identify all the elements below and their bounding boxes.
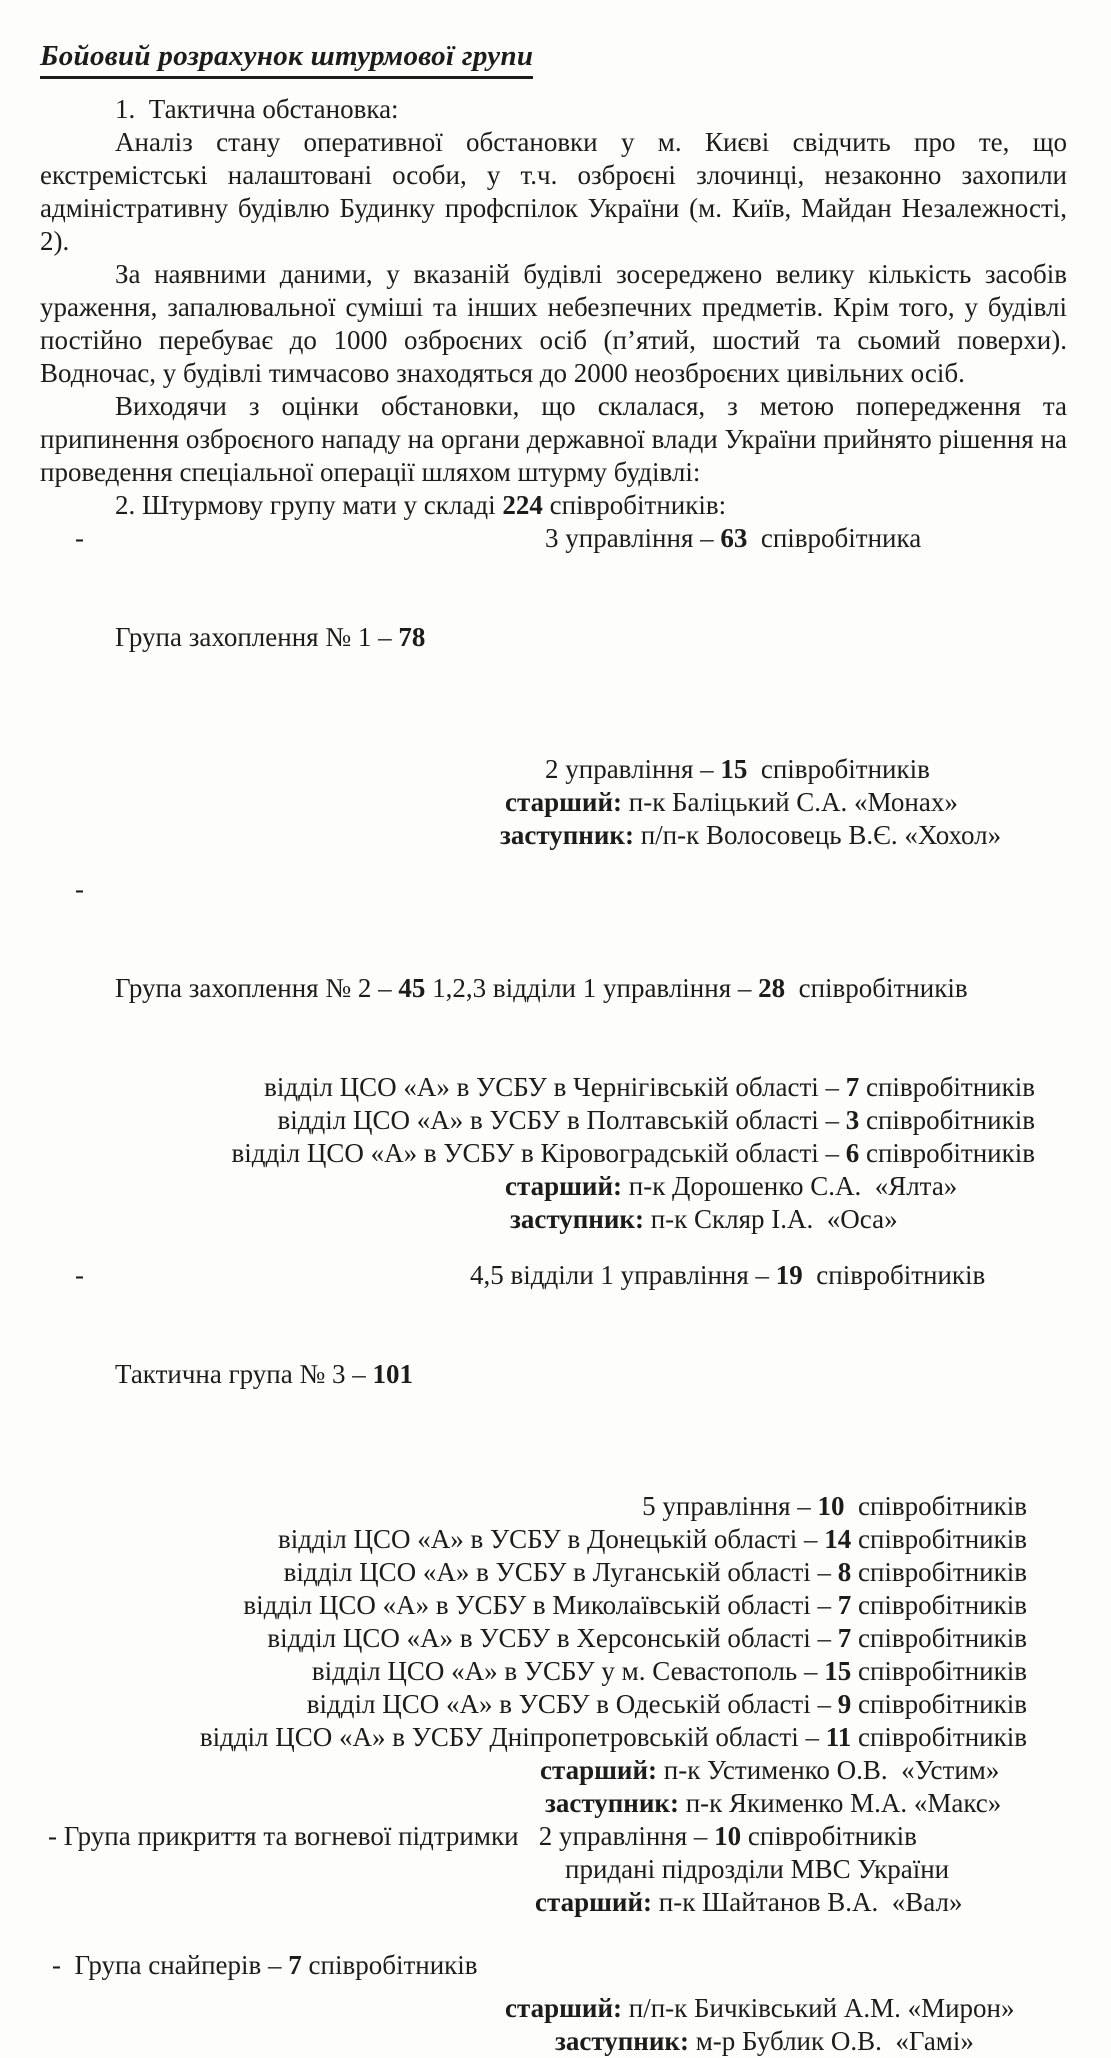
group-count: 7 — [288, 1950, 302, 1980]
group-snipers — [40, 1949, 1067, 2058]
group-line — [40, 1949, 1067, 1982]
unit-suffix: співробітників — [859, 1138, 1035, 1168]
group-detail — [40, 1655, 1067, 1688]
unit-count: 19 — [775, 1260, 803, 1290]
unit-count: 6 — [845, 1138, 860, 1168]
senior-label: старший: — [535, 1887, 652, 1917]
deputy-line — [40, 2025, 1067, 2058]
deputy-label: заступник: — [500, 820, 634, 850]
group-detail — [545, 522, 921, 555]
group-count: 45 — [398, 973, 426, 1003]
group-detail — [40, 1589, 1067, 1622]
unit-suffix: співробітників — [851, 1722, 1027, 1752]
unit-suffix: співробітників — [851, 1524, 1027, 1554]
list-dash: - — [75, 523, 84, 553]
senior-label: старший: — [505, 1171, 622, 1201]
deputy-name: п-к Скляр І.А. «Оса» — [643, 1204, 898, 1234]
group-name — [40, 972, 1067, 1005]
attached-units-line: придані підрозділи МВС України — [565, 1854, 950, 1884]
unit-text: відділ ЦСО «А» в УСБУ в Миколаївській області – — [243, 1590, 838, 1620]
deputy-name: м-р Бублик О.В. «Гамі» — [688, 2026, 974, 2056]
unit-text: відділ ЦСО «А» в УСБУ в Луганській області – — [283, 1557, 838, 1587]
deputy-line — [40, 1203, 1067, 1236]
group-detail — [40, 1688, 1067, 1721]
group-count: 101 — [372, 1359, 413, 1389]
group-tactical-3 — [40, 1259, 1067, 1820]
group-detail — [40, 1071, 1067, 1104]
deputy-label: заступник: — [545, 1788, 679, 1818]
section2-heading — [40, 489, 1067, 522]
section1-heading: 1. Тактична обстановка: — [115, 94, 399, 124]
list-dash: - — [75, 874, 84, 904]
senior-line — [40, 1754, 1067, 1787]
unit-count: 7 — [837, 1623, 852, 1653]
unit-count: 11 — [825, 1722, 852, 1752]
paragraph-tactical-1: Аналіз стану оперативної обстановки у м. Києві свідчить про те, що екстремістські налаштовані особи, у т.ч. озброєні злочинці, незаконно захопили адміністративну будівлю Будинку профспілок України (м. Київ, Майдан Незалежності, 2). — [40, 127, 1067, 256]
group-detail — [40, 753, 1067, 786]
group-detail — [40, 1622, 1067, 1655]
group-name-text: - Група прикриття та вогневої підтримки 2 управління – — [48, 1821, 715, 1851]
unit-count: 10 — [817, 1491, 845, 1521]
deputy-line — [40, 819, 1067, 852]
deputy-label: заступник: — [510, 1204, 644, 1234]
doc-title: Бойовий розрахунок штурмової групи — [40, 40, 533, 79]
senior-label: старший: — [505, 1993, 622, 2023]
unit-text: відділ ЦСО «А» в УСБУ в Чернігівській області – — [264, 1072, 846, 1102]
paragraph-tactical-2: За наявними даними, у вказаній будівлі зосереджено велику кількість засобів ураження, запалювальної суміші та інших небезпечних предметів. Крім того, у будівлі постійно перебуває до 1000 озброєних осіб (п’ятий, шостий та сьомий поверхи). Водночас, у будівлі тимчасово знаходяться до 2000 неозброєних цивільних осіб. — [40, 259, 1067, 388]
group-detail — [470, 1259, 985, 1292]
list-dash: - — [75, 1260, 84, 1290]
deputy-name: п/п-к Волосовець В.Є. «Хохол» — [633, 820, 1002, 850]
unit-count: 10 — [714, 1821, 742, 1851]
unit-text: відділ ЦСО «А» в УСБУ в Кіровоградській області – — [231, 1138, 846, 1168]
unit-suffix: співробітників — [851, 1557, 1027, 1587]
total-staff-count: 224 — [502, 490, 543, 520]
group-line — [40, 1259, 1067, 1490]
senior-name: п-к Устименко О.В. «Устим» — [657, 1755, 1000, 1785]
unit-text: 2 управління – — [545, 754, 721, 784]
unit-count: 15 — [824, 1656, 852, 1686]
group-name-text: Тактична група № 3 – — [115, 1359, 373, 1389]
unit-text: відділ ЦСО «А» в УСБУ в Донецькій області – — [278, 1524, 825, 1554]
unit-text: 3 управління – — [545, 523, 721, 553]
senior-line — [40, 1886, 1067, 1919]
group-capture-1 — [40, 522, 1067, 852]
unit-suffix: співробітників — [785, 973, 968, 1003]
group-line — [40, 1820, 1067, 1853]
unit-suffix: співробітників — [851, 1689, 1027, 1719]
unit-text: 1,2,3 відділи 1 управління – — [425, 973, 759, 1003]
senior-name: п-к Баліцький С.А. «Монах» — [622, 787, 958, 817]
senior-name: п/п-к Бичківський А.М. «Мирон» — [622, 1993, 1015, 2023]
group-name-text: Група захоплення № 1 – — [115, 622, 399, 652]
group-name — [40, 1358, 1067, 1391]
unit-suffix: співробітників — [747, 754, 930, 784]
group-detail — [40, 1137, 1067, 1170]
group-detail — [40, 1490, 1067, 1523]
senior-label: старший: — [540, 1755, 657, 1785]
unit-suffix: співробітників — [851, 1623, 1027, 1653]
unit-count: 7 — [837, 1590, 852, 1620]
group-cover-fire-support — [40, 1820, 1067, 1919]
unit-text: відділ ЦСО «А» в УСБУ в Одеській області – — [306, 1689, 838, 1719]
unit-text: відділ ЦСО «А» в УСБУ Дніпропетровській області – — [199, 1722, 826, 1752]
unit-count: 28 — [758, 973, 786, 1003]
group-detail — [40, 1523, 1067, 1556]
unit-count: 7 — [845, 1072, 860, 1102]
unit-count: 8 — [837, 1557, 852, 1587]
unit-suffix: співробітників — [851, 1656, 1027, 1686]
unit-count: 14 — [824, 1524, 852, 1554]
deputy-name: п-к Якименко М.А. «Макс» — [678, 1788, 1002, 1818]
unit-text: відділ ЦСО «А» в УСБУ у м. Севастополь – — [311, 1656, 825, 1686]
group-name-text: - Група снайперів – — [52, 1950, 289, 1980]
paragraph-tactical-3: Виходячи з оцінки обстановки, що склалася, з метою попередження та припинення озброєного нападу на органи державної влади України прийнято рішення на проведення спеціальної операції шляхом штурму будівлі: — [40, 391, 1067, 487]
senior-name: п-к Дорошенко С.А. «Ялта» — [622, 1171, 958, 1201]
group-name — [40, 621, 1067, 654]
unit-suffix: співробітника — [747, 523, 922, 553]
senior-line — [40, 786, 1067, 819]
section2-heading-post: співробітників: — [542, 490, 727, 520]
senior-line — [40, 1170, 1067, 1203]
group-name-text: Група захоплення № 2 – — [115, 973, 399, 1003]
unit-text: відділ ЦСО «А» в УСБУ в Херсонській області – — [267, 1623, 838, 1653]
unit-text: 5 управління – — [642, 1491, 818, 1521]
unit-count: 9 — [837, 1689, 852, 1719]
doc-title-row — [40, 40, 1067, 93]
unit-suffix: співробітників — [859, 1072, 1035, 1102]
unit-suffix: співробітників — [741, 1821, 917, 1851]
senior-label: старший: — [505, 787, 622, 817]
unit-suffix: співробітників — [844, 1491, 1027, 1521]
unit-text: відділ ЦСО «А» в УСБУ в Полтавській області – — [277, 1105, 846, 1135]
unit-suffix: співробітників — [851, 1590, 1027, 1620]
unit-suffix: співробітників — [802, 1260, 986, 1290]
unit-count: 15 — [720, 754, 748, 784]
deputy-label: заступник: — [555, 2026, 689, 2056]
unit-count: 3 — [845, 1105, 860, 1135]
unit-count: 63 — [720, 523, 748, 553]
unit-suffix: співробітників — [301, 1950, 478, 1980]
group-detail — [40, 1721, 1067, 1754]
group-detail — [40, 1104, 1067, 1137]
group-detail — [40, 1556, 1067, 1589]
group-line — [40, 522, 1067, 753]
unit-text: 4,5 відділи 1 управління – — [470, 1260, 776, 1290]
deputy-line — [40, 1787, 1067, 1820]
unit-suffix: співробітників — [859, 1105, 1035, 1135]
group-count: 78 — [398, 622, 426, 652]
senior-name: п-к Шайтанов В.А. «Вал» — [652, 1887, 963, 1917]
group-capture-2 — [40, 873, 1067, 1236]
section2-heading-pre: 2. Штурмову групу мати у складі — [115, 490, 503, 520]
senior-line — [40, 1992, 1067, 2025]
group-line — [40, 873, 1067, 1071]
